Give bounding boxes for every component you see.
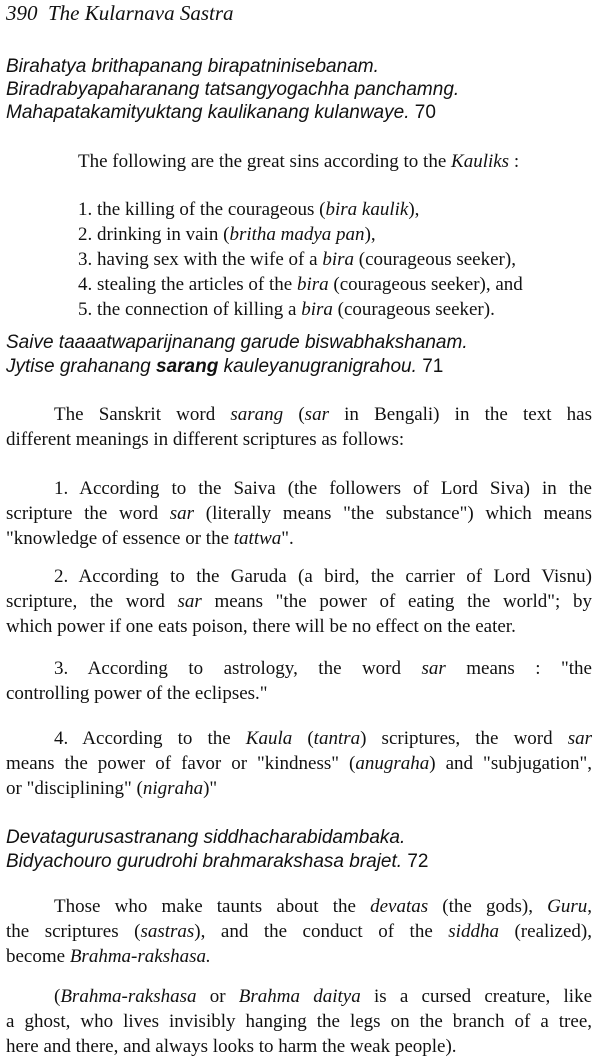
verse-number: 71 bbox=[422, 356, 444, 377]
list-item: 4. stealing the articles of the bira (courageous seeker), and bbox=[78, 274, 523, 295]
verse-line: Jytise grahanang sarang kauleyanugranigrahou. 71 bbox=[6, 356, 444, 377]
list-item: 3. having sex with the wife of a bira (courageous seeker), bbox=[78, 249, 516, 270]
note-paragraph: (Brahma-rakshasa or Brahma daitya is a cursed creature, like a ghost, who lives invisibly hanging the legs on the branch of a tree, here and there, and always looks to harm the weak people). bbox=[6, 986, 593, 1057]
verse-text: Mahapatakamityuktang kaulikanang kulanwaye. bbox=[6, 102, 410, 123]
verse-line: Saive taaaatwaparijnanang garude biswabhakshanam. bbox=[6, 332, 468, 353]
list-item: 5. the connection of killing a bira (courageous seeker). bbox=[78, 299, 495, 320]
book-title: The Kularnava Sastra bbox=[48, 1, 234, 25]
intro-paragraph: The following are the great sins according to the Kauliks : bbox=[78, 151, 520, 172]
verse-line: Biradrabyapaharanang tatsangyogachha panchamng. bbox=[6, 79, 460, 100]
meaning-1-paragraph: 1. According to the Saiva (the followers of Lord Siva) in the scripture the word sar (literally means "the substance") which means "knowledge of essence or the tattwa". bbox=[6, 478, 593, 549]
verse-line: Bidyachouro gurudrohi brahmarakshasa brajet. 72 bbox=[6, 851, 429, 872]
meaning-3-paragraph: 3. According to astrology, the word sar means : "the controlling power of the eclipses." bbox=[6, 658, 592, 704]
running-header bbox=[6, 0, 234, 26]
verse-line: Devatagurusastranang siddhacharabidambaka. bbox=[6, 827, 406, 848]
taunts-paragraph: Those who make taunts about the devatas (the gods), Guru, the scriptures (sastras), and the conduct of the siddha (realized), become Brahma-rakshasa. bbox=[6, 896, 593, 967]
verse-number: 72 bbox=[407, 851, 429, 872]
list-item: 1. the killing of the courageous (bira kaulik), bbox=[78, 199, 420, 220]
verse-line bbox=[6, 102, 436, 124]
meaning-4-paragraph: 4. According to the Kaula (tantra) scriptures, the word sar means the power of favor or "kindness" (anugraha) and "subjugation", or "disciplining" (nigraha)" bbox=[6, 728, 593, 799]
verse-number: 70 bbox=[414, 102, 436, 123]
verse-line: Birahatya brithapanang birapatninisebanam. bbox=[6, 56, 379, 77]
list-item: 2. drinking in vain (britha madya pan), bbox=[78, 224, 376, 245]
page-number: 390 bbox=[6, 1, 38, 25]
sanskrit-word-paragraph: The Sanskrit word sarang (sar in Bengali) in the text has different meanings in different scriptures as follows: bbox=[6, 404, 592, 450]
meaning-2-paragraph: 2. According to the Garuda (a bird, the carrier of Lord Visnu) scripture, the word sar means "the power of eating the world"; by which power if one eats poison, there will be no effect on the eater. bbox=[6, 566, 592, 637]
